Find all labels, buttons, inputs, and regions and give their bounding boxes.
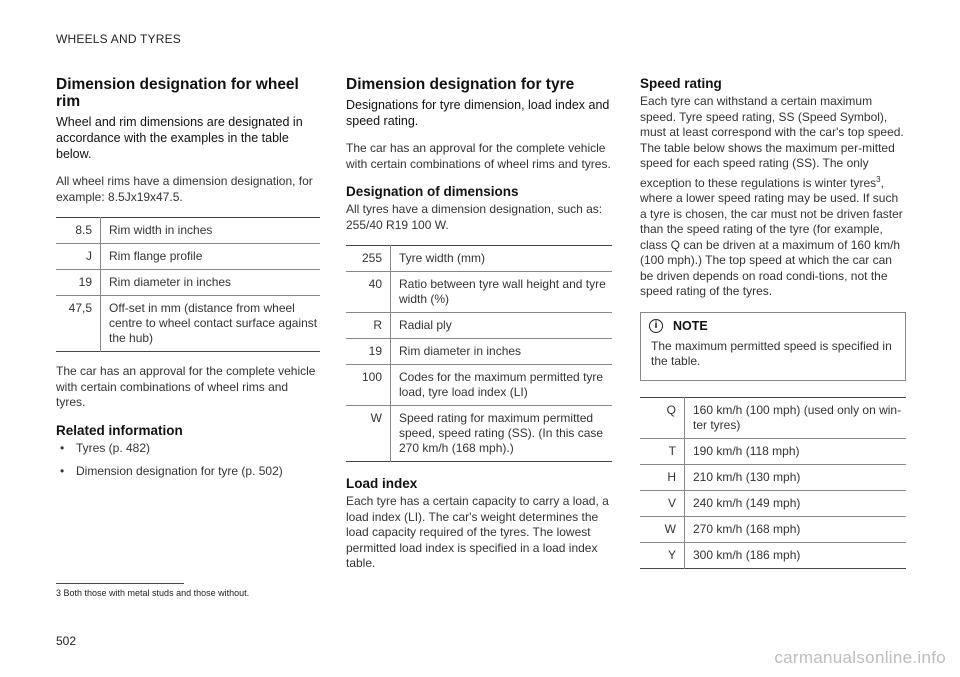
note-box — [640, 312, 906, 381]
table-row — [56, 218, 320, 244]
bullet: • — [60, 440, 65, 455]
tyre-designation-section — [346, 76, 612, 584]
row-value: Radial ply — [391, 313, 613, 339]
row-value: 300 km/h (186 mph) — [685, 542, 907, 568]
row-key: Y — [640, 542, 685, 568]
row-key: R — [346, 313, 391, 339]
row-value: Rim flange profile — [101, 244, 321, 270]
row-key: J — [56, 244, 101, 270]
row-value: 270 km/h (168 mph) — [685, 516, 907, 542]
tyre-approval: The car has an approval for the complete vehicle with certain combinations of wheel rims and tyres. — [346, 141, 611, 171]
table-row — [640, 490, 906, 516]
row-value: 240 km/h (149 mph) — [685, 490, 907, 516]
row-value: Speed rating for maximum permitted speed, speed rating (SS). (In this case 270 km/h (168 mph).) — [391, 406, 613, 462]
row-value: Off-set in mm (distance from wheel centre to wheel contact surface against the hub) — [101, 296, 321, 352]
row-key: 255 — [346, 246, 391, 272]
wheel-rim-section — [56, 76, 320, 487]
table-row — [640, 438, 906, 464]
table-row — [640, 464, 906, 490]
row-key: 19 — [56, 270, 101, 296]
row-value: Ratio between tyre wall height and tyre width (%) — [391, 272, 613, 313]
table-row — [346, 313, 612, 339]
row-value: 190 km/h (118 mph) — [685, 438, 907, 464]
rim-designation-table — [56, 217, 320, 352]
table-row — [346, 246, 612, 272]
watermark: carmanualsonline.info — [774, 648, 946, 667]
row-key: H — [640, 464, 685, 490]
designation-of-dimensions-title: Designation of dimensions — [346, 184, 519, 199]
table-row — [346, 272, 612, 313]
row-key: 100 — [346, 365, 391, 406]
table-row — [56, 296, 320, 352]
table-row — [346, 406, 612, 462]
footnote-ref: 3 — [876, 174, 881, 184]
speed-rating-text — [640, 94, 906, 300]
row-key: W — [346, 406, 391, 462]
row-value: 160 km/h (100 mph) (used only on win-ter tyres) — [693, 402, 902, 432]
related-information-title: Related information — [56, 422, 183, 438]
designation-intro: All tyres have a dimension designation, such as: 255/40 R19 100 W. — [346, 202, 603, 232]
table-row — [56, 270, 320, 296]
row-value: 210 km/h (130 mph) — [685, 464, 907, 490]
note-text: The maximum permitted speed is specified in the table. — [651, 338, 892, 368]
note-header — [649, 319, 893, 333]
bullet: • — [60, 463, 65, 478]
row-value: Rim width in inches — [109, 223, 213, 237]
footnote-divider — [56, 583, 184, 584]
row-value: Codes for the maximum permitted tyre load, tyre load index (LI) — [391, 365, 613, 406]
speed-rating-text-a: Each tyre can withstand a certain maximum speed. Tyre speed rating, SS (Speed Symbol), must at least correspond with the car's top speed. The table below shows the maximum per-mitted speed for each speed rating (SS). The only exception to these regulations is winter tyres — [640, 94, 904, 190]
row-key: V — [640, 490, 685, 516]
tyre-designation-title: Dimension designation for tyre — [346, 76, 575, 93]
table-row — [640, 397, 906, 438]
row-key: 40 — [346, 272, 391, 313]
row-value: Tyre width (mm) — [399, 251, 486, 265]
row-value: Rim diameter in inches — [391, 339, 613, 365]
speed-rating-text-b: , where a lower speed rating may be used. If such a tyre is chosen, the car must not be driven faster than the speed rating of the tyre (for example, class Q can be driven at a maximum of 160 km/h (100 mph).) The top speed at which the car can be driven depends on road condi-tions, not the speed rating of the tyres. — [640, 175, 903, 298]
row-key: 19 — [346, 339, 391, 365]
note-title: NOTE — [673, 318, 708, 333]
table-row — [346, 365, 612, 406]
table-row — [346, 339, 612, 365]
tyre-designation-table — [346, 245, 612, 462]
row-key: 47,5 — [56, 296, 101, 352]
speed-rating-section — [640, 76, 906, 569]
related-link-text[interactable]: Tyres (p. 482) — [76, 440, 151, 455]
table-row — [640, 542, 906, 568]
wheel-rim-intro: All wheel rims have a dimension designation, for example: 8.5Jx19x47.5. — [56, 174, 313, 204]
row-key: 8.5 — [56, 218, 101, 244]
table-row — [56, 244, 320, 270]
info-icon: i — [649, 319, 663, 333]
wheel-rim-title: Dimension designation for wheel rim — [56, 76, 299, 110]
related-link[interactable] — [56, 441, 320, 456]
load-index-text: Each tyre has a certain capacity to carry a load, a load index (LI). The car's weight determines the load capacity required of the tyres. The lowest permitted load index is specified in a load index table. — [346, 494, 609, 570]
load-index-title: Load index — [346, 476, 418, 491]
related-links — [56, 441, 320, 479]
row-value: Rim diameter in inches — [101, 270, 321, 296]
row-key: W — [640, 516, 685, 542]
related-link[interactable] — [56, 464, 320, 479]
row-key: T — [640, 438, 685, 464]
speed-rating-title: Speed rating — [640, 76, 722, 91]
page-number: 502 — [56, 634, 77, 648]
speed-rating-table — [640, 397, 906, 569]
section-header: WHEELS AND TYRES — [56, 32, 182, 46]
table-row — [640, 516, 906, 542]
related-link-text[interactable]: Dimension designation for tyre (p. 502) — [76, 463, 283, 478]
row-key: Q — [640, 397, 685, 438]
wheel-rim-lead: Wheel and rim dimensions are designated in accordance with the examples in the table below. — [56, 115, 303, 161]
tyre-designation-lead: Designations for tyre dimension, load index and speed rating. — [346, 98, 610, 128]
wheel-rim-approval: The car has an approval for the complete vehicle with certain combinations of wheel rims and tyres. — [56, 364, 316, 409]
footnote: 3 Both those with metal studs and those without. — [56, 588, 250, 598]
